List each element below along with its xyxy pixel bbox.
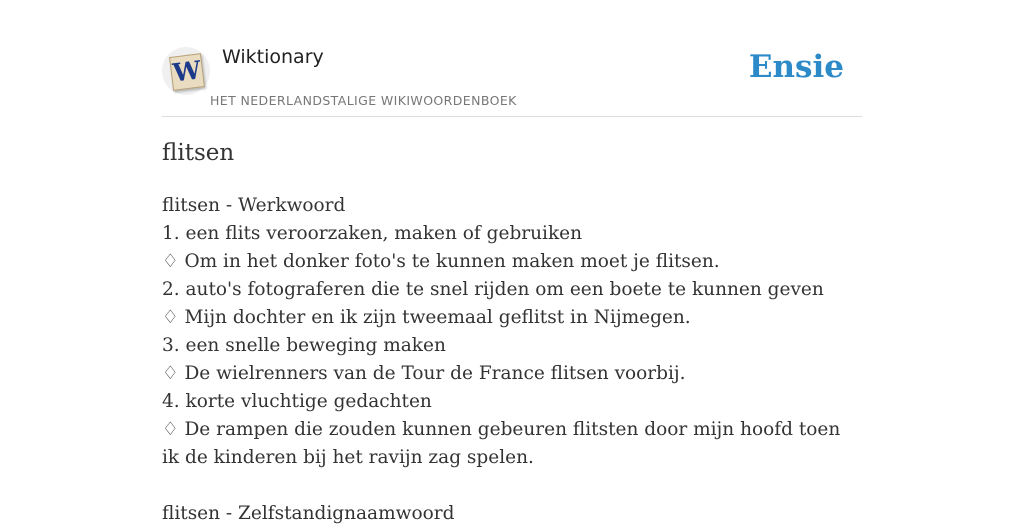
page-title: flitsen (162, 140, 235, 166)
site-name[interactable]: Wiktionary (222, 46, 324, 68)
site-header (162, 0, 862, 117)
logo-letter: W (171, 55, 203, 88)
definition-4: 4. korte vluchtige gedachten (162, 391, 432, 412)
example-3: ♢ De wielrenners van de Tour de France flitsen voorbij. (162, 363, 686, 384)
entry-spacer (162, 472, 862, 500)
next-entry-heading: flitsen - Zelfstandignaamwoord (162, 503, 455, 524)
definition-entry (162, 192, 862, 528)
example-1: ♢ Om in het donker foto's te kunnen maken moet je flitsen. (162, 251, 720, 272)
entry-heading: flitsen - Werkwoord (162, 195, 346, 216)
logo-tile (169, 53, 205, 91)
site-subtitle: HET NEDERLANDSTALIGE WIKIWOORDENBOEK (210, 93, 517, 108)
definition-2: 2. auto's fotograferen die te snel rijden om een boete te kunnen geven (162, 279, 824, 300)
ensie-brand-link[interactable]: Ensie (748, 49, 844, 85)
page-container (162, 0, 862, 524)
wiktionary-logo-icon[interactable] (162, 47, 210, 95)
definition-1: 1. een flits veroorzaken, maken of gebruiken (162, 223, 583, 244)
definition-3: 3. een snelle beweging maken (162, 335, 446, 356)
example-4: ♢ De rampen die zouden kunnen gebeuren flitsten door mijn hoofd toen ik de kinderen bij het ravijn zag spelen. (162, 419, 841, 468)
example-2: ♢ Mijn dochter en ik zijn tweemaal geflitst in Nijmegen. (162, 307, 691, 328)
